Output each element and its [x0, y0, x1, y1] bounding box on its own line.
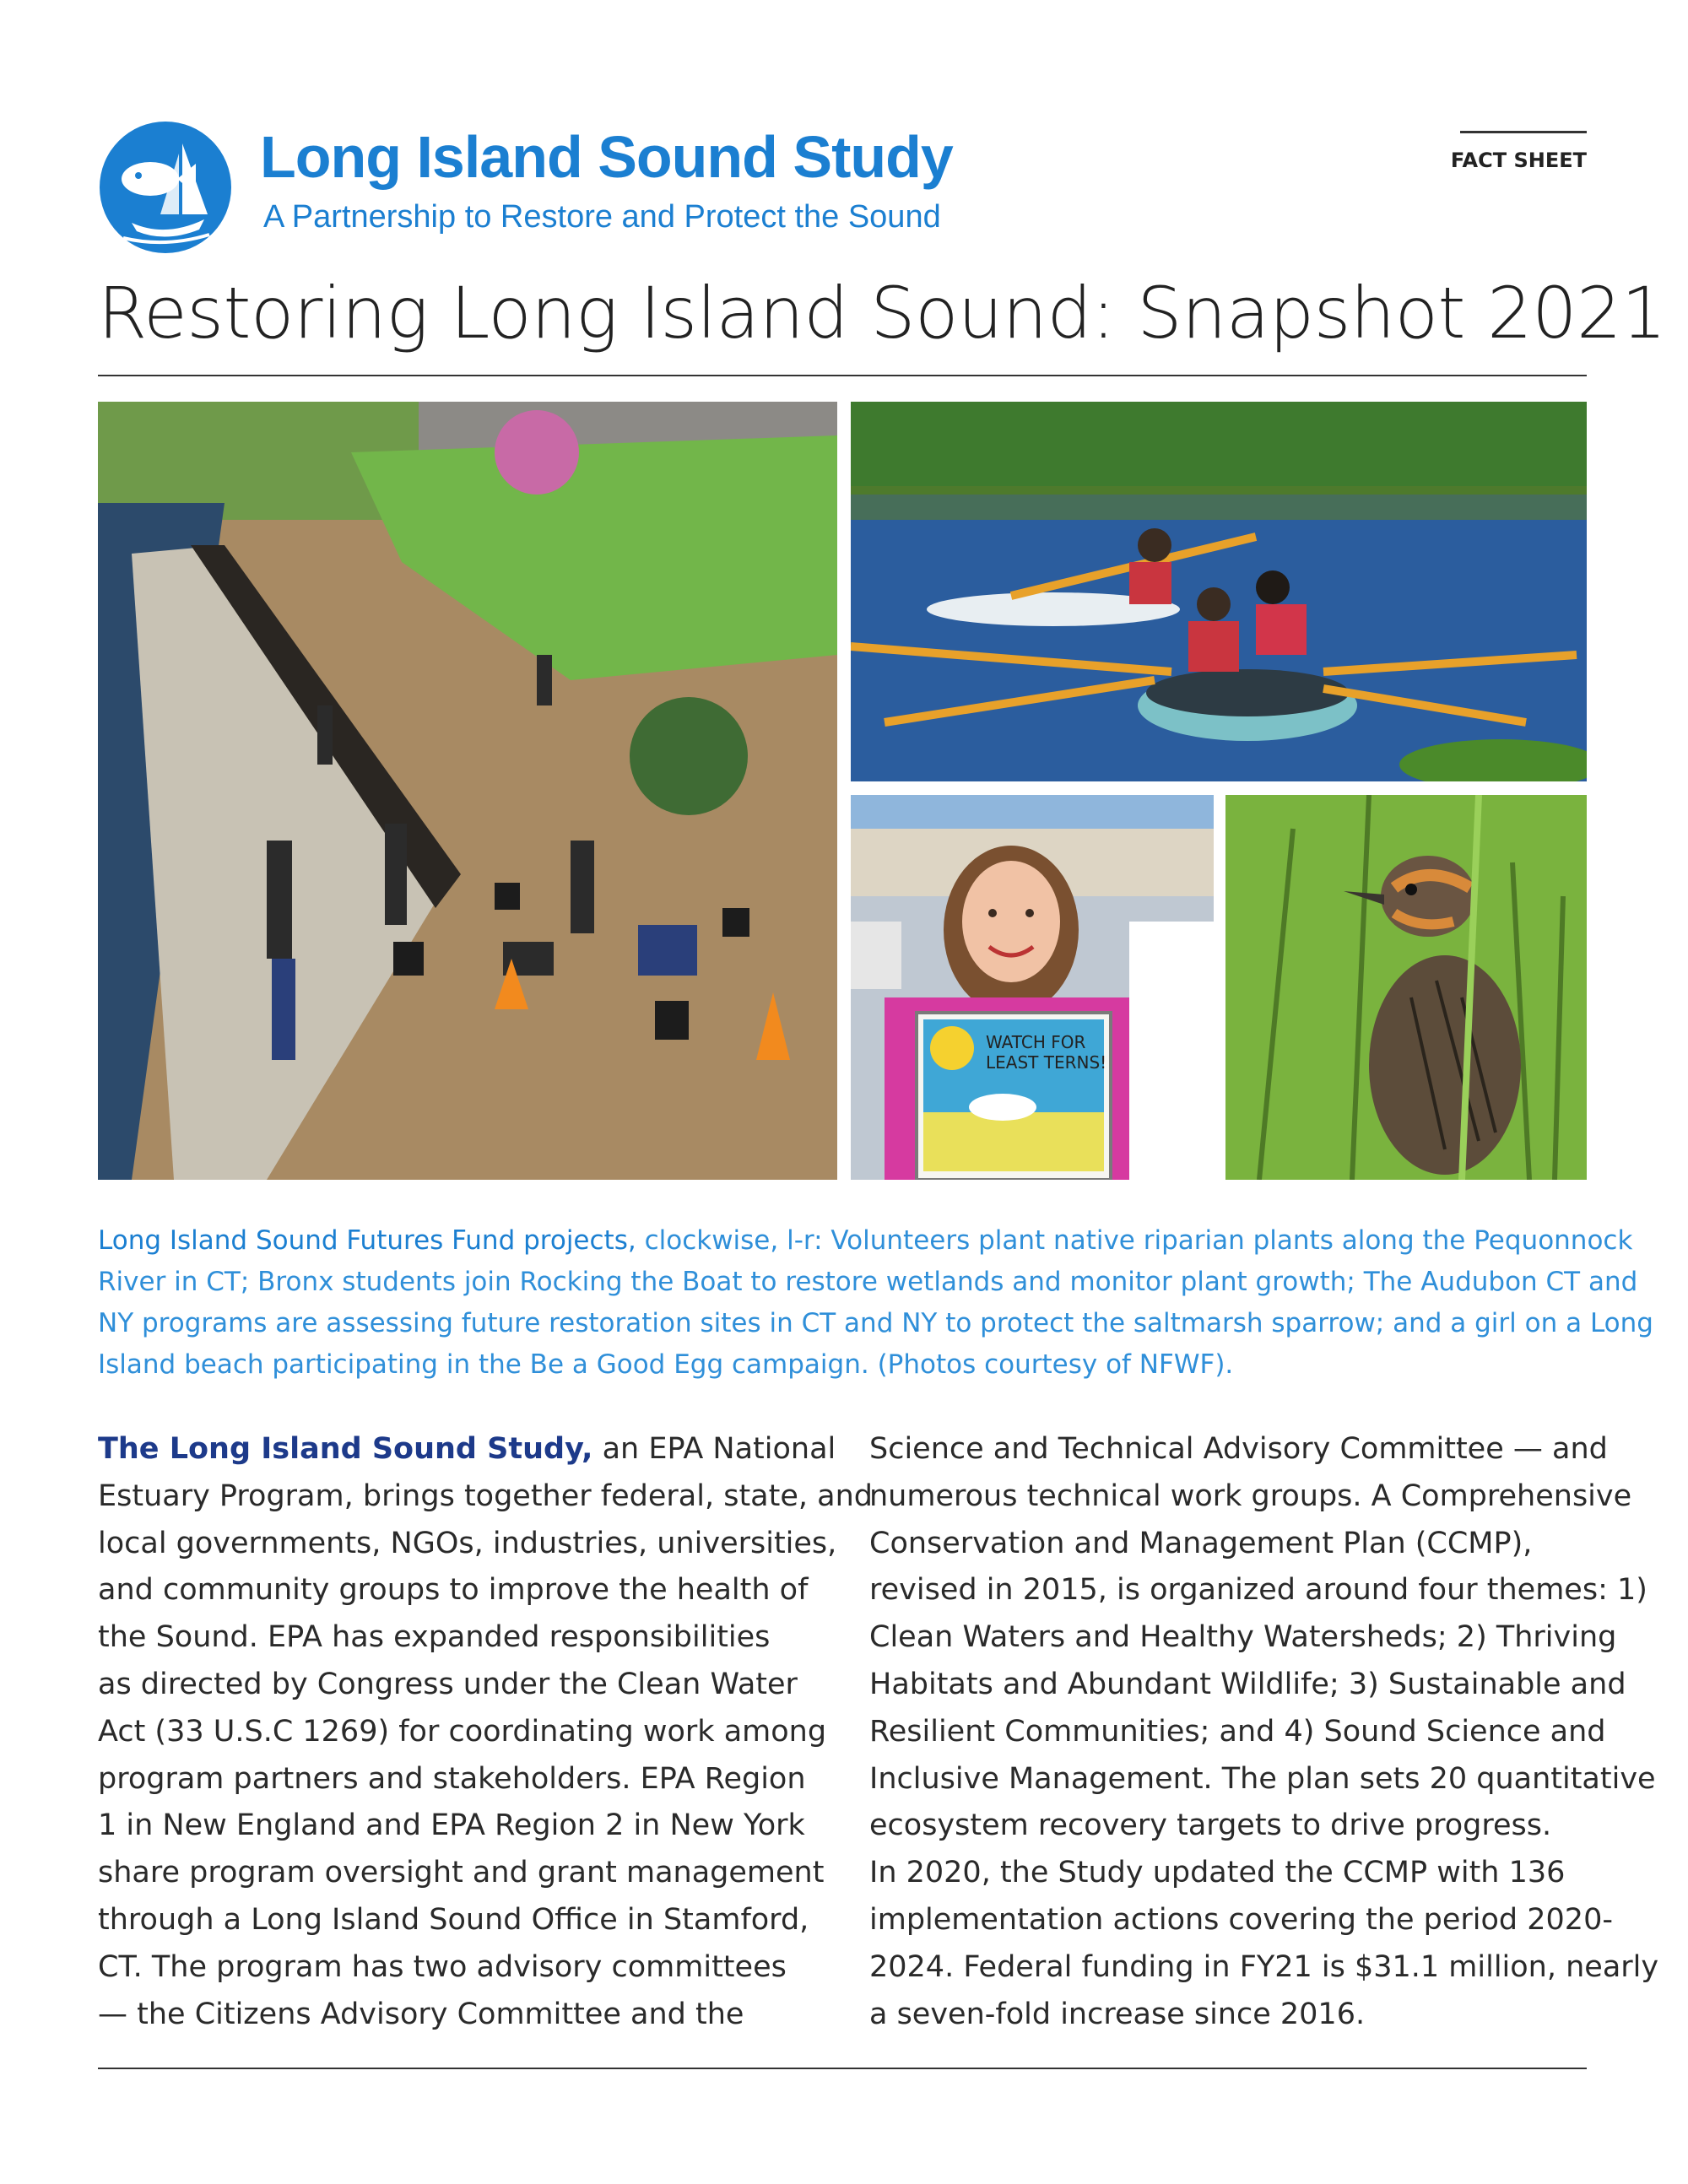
- fact-sheet-rule: [1460, 131, 1587, 133]
- body-line: 2024. Federal funding in FY21 is $31.1 million, nearly: [869, 1949, 1659, 1984]
- body-line: ecosystem recovery targets to drive progress.: [869, 1808, 1552, 1843]
- body-line: Inclusive Management. The plan sets 20 quantitative: [869, 1761, 1656, 1796]
- body-line: and community groups to improve the health of: [98, 1573, 809, 1608]
- brand-name: Long Island Sound Study: [260, 124, 953, 190]
- body-line: local governments, NGOs, industries, universities,: [98, 1526, 837, 1560]
- body-line: 1 in New England and EPA Region 2 in New York: [98, 1808, 805, 1843]
- sign-line-1: WATCH FOR: [986, 1032, 1086, 1052]
- body-line: the Sound. EPA has expanded responsibilities: [98, 1620, 771, 1655]
- body-column-right: [869, 1426, 1659, 2038]
- body-line: Estuary Program, brings together federal, state, and: [98, 1479, 873, 1513]
- brand-tagline: A Partnership to Restore and Protect the Sound: [263, 199, 941, 235]
- intro-lead: The Long Island Sound Study,: [98, 1432, 593, 1466]
- photo-caption: [98, 1220, 1653, 1386]
- caption-lead: Long Island Sound Futures Fund projects,: [98, 1225, 636, 1256]
- body-line: Clean Waters and Healthy Watersheds; 2) Thriving: [869, 1620, 1617, 1655]
- body-line: program partners and stakeholders. EPA Region: [98, 1761, 806, 1796]
- body-line: Act (33 U.S.C 1269) for coordinating work among: [98, 1714, 827, 1749]
- title-divider: [98, 375, 1587, 376]
- page-title: Restoring Long Island Sound: Snapshot 2021: [98, 272, 1666, 354]
- caption-line: River in CT; Bronx students join Rocking the Boat to restore wetlands and monitor plant growth; The Audubon CT and: [98, 1267, 1638, 1297]
- body-line: as directed by Congress under the Clean Water: [98, 1667, 798, 1701]
- body-line: through a Long Island Sound Office in Stamford,: [98, 1902, 809, 1937]
- body-line: — the Citizens Advisory Committee and the: [98, 1997, 744, 2031]
- fish-sailboat-logo-icon: [98, 120, 233, 255]
- body-line: numerous technical work groups. A Comprehensive: [869, 1479, 1632, 1513]
- bottom-divider: [98, 2068, 1587, 2069]
- body-line: a seven-fold increase since 2016.: [869, 1997, 1366, 2031]
- body-line: Science and Technical Advisory Committee — and: [869, 1432, 1608, 1466]
- fact-sheet-label: FACT SHEET: [1450, 149, 1587, 172]
- caption-line: Island beach participating in the Be a Good Egg campaign. (Photos courtesy of NFWF).: [98, 1349, 1234, 1380]
- body-line: implementation actions covering the period 2020-: [869, 1902, 1613, 1937]
- body-line: an EPA National: [592, 1432, 836, 1466]
- sign-line-2: LEAST TERNS!: [986, 1052, 1107, 1073]
- body-line: Habitats and Abundant Wildlife; 3) Sustainable and: [869, 1667, 1626, 1701]
- body-column-left: [98, 1426, 873, 2038]
- students-rowing-boats-photo: [851, 402, 1587, 781]
- body-line: Resilient Communities; and 4) Sound Science and: [869, 1714, 1606, 1749]
- body-line: revised in 2015, is organized around four themes: 1): [869, 1573, 1647, 1608]
- body-line: CT. The program has two advisory committees: [98, 1949, 787, 1984]
- girl-holding-least-terns-sign-photo: [851, 795, 1214, 1180]
- saltmarsh-sparrow-photo: [1225, 795, 1587, 1180]
- body-line: In 2020, the Study updated the CCMP with 136: [869, 1856, 1566, 1890]
- volunteers-planting-riverbank-photo: [98, 402, 837, 1180]
- body-line: share program oversight and grant management: [98, 1856, 825, 1890]
- body-line: Conservation and Management Plan (CCMP),: [869, 1526, 1533, 1560]
- caption-line: NY programs are assessing future restoration sites in CT and NY to protect the saltmarsh sparrow; and a girl on a Long: [98, 1308, 1653, 1338]
- caption-line: clockwise, l-r: Volunteers plant native riparian plants along the Pequonnock: [636, 1225, 1633, 1256]
